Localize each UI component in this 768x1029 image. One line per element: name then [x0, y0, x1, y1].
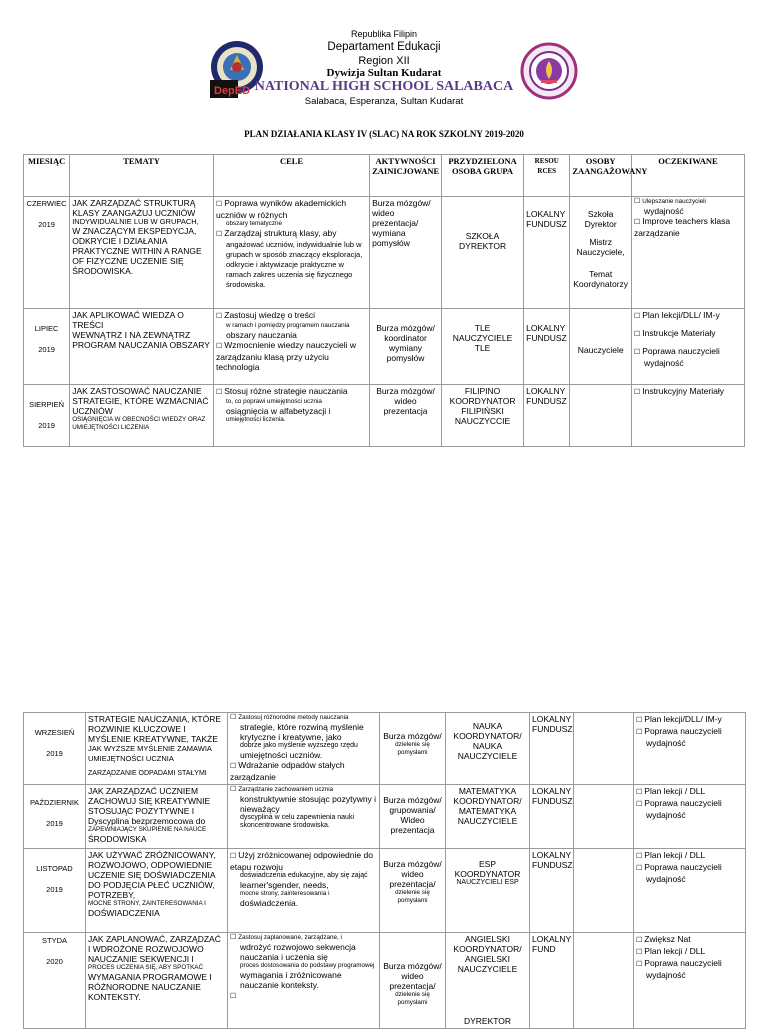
expected-text: ☐ Instrukcje Materiały: [634, 328, 742, 340]
goal-text: wdrożyć rozwojowo sekwencja nauczania i uczenia się: [240, 942, 356, 962]
goal-cell: [228, 713, 380, 785]
activity-text: Burza mózgów/ wideo prezentacja/: [383, 961, 442, 991]
activity-text: Burza mózgów/ wideo prezentacja/: [383, 859, 442, 889]
expected-cell: [631, 385, 744, 447]
persons-text: Temat Koordynatorzy: [573, 269, 629, 289]
goal-cell: [228, 785, 380, 849]
topic-text: PROCES UCZENIA SIĘ, ABY SPOTKAĆ: [88, 964, 204, 971]
goal-text: w ramach i pomiędzy programem nauczania: [225, 322, 350, 329]
table-row: [24, 309, 745, 385]
goal-text: ☐ Wzmocnienie wiedzy nauczycieli w zarządzaniu klasą przy użyciu technologia: [216, 340, 367, 372]
col-expected: OCZEKIWANE: [631, 155, 744, 197]
resources-cell: LOKALNY FUNDUSZ: [524, 309, 570, 385]
resources-cell: LOKALNY FUNDUSZ: [530, 849, 574, 933]
action-plan-table-continued: [23, 712, 746, 1029]
topic-cell: [86, 933, 228, 1029]
month-year: 2019: [38, 345, 55, 354]
month-name: SIERPIEŃ: [29, 400, 65, 409]
topic-text: OSIĄGNIĘCIA W OBECNOŚCI WIEDZY ORAZ UMIEJĘTNOŚCI LICZENIA: [72, 416, 206, 431]
activity-cell: [380, 933, 446, 1029]
activity-text: dzielenie się pomysłami: [395, 991, 430, 1006]
page-1: [0, 0, 768, 470]
topic-text: STRATEGIE NAUCZANIA, KTÓRE ROZWINIE KLUCZOWE I MYŚLENIE KREATYWNE, TAKŻE: [88, 714, 222, 744]
expected-cell: [634, 785, 746, 849]
expected-text: ☐ Plan lekcji / DLL: [636, 946, 743, 958]
expected-text: ☐ Ulepszanie nauczycieli: [634, 198, 742, 206]
topic-cell: [70, 385, 214, 447]
goal-text: to, co poprawi umiejętności ucznia: [225, 398, 322, 405]
expected-text: wydajność: [646, 738, 686, 748]
topic-text: ZARZĄDZANIE ODPADAMI STAŁYMI: [88, 770, 207, 777]
goal-text: ☐ Wdrażanie odpadów stałych zarządzanie: [230, 760, 377, 782]
goal-text: learner'sgender, needs,: [240, 880, 329, 890]
month-name: PAŹDZIERNIK: [29, 798, 80, 807]
assigned-text: DYREKTOR: [463, 1016, 512, 1026]
month-year: 2020: [46, 957, 63, 966]
topic-text: JAK ZASTOSOWAĆ NAUCZANIE STRATEGIE, KTÓRE WZMACNIAĆ UCZNIÓW: [72, 386, 209, 416]
resources-cell: LOKALNY FUNDUSZ: [530, 713, 574, 785]
activity-cell: [380, 849, 446, 933]
expected-text: ☐ Plan lekcji / DLL: [636, 850, 743, 862]
expected-text: ☐ Poprawa nauczycieli: [636, 958, 743, 970]
col-goals: CELE: [213, 155, 369, 197]
expected-cell: [634, 713, 746, 785]
month-name: WRZESIEŃ: [34, 728, 75, 737]
goal-text: strategie, które rozwiną myślenie krytyczne i kreatywne, jako: [240, 722, 364, 742]
persons-cell: [574, 713, 634, 785]
goal-text: ☐ Poprawa wyników akademickich uczniów w różnych: [216, 198, 367, 220]
school-address: Salabaca, Esperanza, Sultan Kudarat: [304, 96, 464, 107]
table-row: [24, 197, 745, 309]
topic-text: JAK ZAPLANOWAĆ, ZARZĄDZAĆ I WDROŻONE ROZWOJOWO NAUCZANIE SEKWENCJI I: [88, 934, 221, 964]
month-year: 2019: [38, 421, 55, 430]
month-cell: [24, 933, 86, 1029]
month-year: 2019: [46, 749, 63, 758]
goal-cell: [213, 197, 369, 309]
goal-text: dyscyplina w celu zapewnienia nauki skoncentrowane środowiska.: [240, 814, 355, 829]
assigned-cell: MATEMATYKA KOORDYNATOR/ MATEMATYKA NAUCZYCIELE: [446, 785, 530, 849]
topic-text: JAK ZARZĄDZAĆ STRUKTURĄ KLASY ZAANGAŻUJ UCZNIÓW: [72, 198, 196, 218]
month-name: LIPIEC: [34, 324, 59, 333]
topic-text: INDYWIDUALNIE LUB W GRUPACH,: [72, 217, 199, 226]
expected-cell: [631, 309, 744, 385]
goal-cell: [213, 309, 369, 385]
activity-text: dzielenie się pomysłami: [395, 741, 430, 756]
topic-cell: [70, 197, 214, 309]
col-persons: OSOBY ZAANGAŻOWANY: [570, 155, 632, 197]
topic-text: ŚRODOWISKA: [88, 834, 147, 844]
month-name: LISTOPAD: [36, 864, 73, 873]
department-line: Departament Edukacji: [327, 41, 441, 53]
assigned-cell: [446, 933, 530, 1029]
action-plan-table: [23, 154, 745, 447]
goal-text: obszary tematyczne: [225, 220, 282, 227]
table-row: [24, 713, 746, 785]
assigned-text: ANGIELSKI KOORDYNATOR/ ANGIELSKI NAUCZYCIELE: [453, 934, 522, 974]
month-cell: [24, 713, 86, 785]
expected-text: wydajność: [643, 358, 684, 368]
expected-text: ☐ Plan lekcji/DLL/ IM-y: [634, 310, 742, 322]
month-name: STYDA: [41, 936, 67, 945]
table-row: [24, 933, 746, 1029]
table-header-row: [24, 155, 745, 197]
plan-title: PLAN DZIAŁANIA KLASY IV (SLAC) NA ROK SZKOLNY 2019-2020: [244, 129, 524, 139]
table-row: [24, 785, 746, 849]
goal-text: ☐ Zarządzanie zachowaniem ucznia: [230, 786, 377, 794]
goal-text: mocne strony, zainteresowania i: [240, 890, 330, 897]
topic-text: ZAPEWNIAJĄCY SKUPIENIE NA NAUCE: [88, 826, 207, 833]
goal-text: umiejętności uczniów.: [240, 750, 323, 760]
division-line: Dywizja Sultan Kudarat: [326, 67, 442, 79]
goal-text: ☐ Zastosuj wiedzę o treści: [216, 310, 367, 322]
persons-cell: [574, 933, 634, 1029]
page-2: [0, 706, 768, 1024]
goal-cell: [228, 849, 380, 933]
persons-cell: [570, 197, 632, 309]
table-row: [24, 849, 746, 933]
goal-text: ☐ Zastosuj zaplanowane, zarządzane, i: [230, 934, 377, 942]
expected-text: ☐ Poprawa nauczycieli: [636, 862, 743, 874]
assigned-cell: NAUKA KOORDYNATOR/ NAUKA NAUCZYCIELE: [446, 713, 530, 785]
activity-cell: Burza mózgów/ wideo prezentacja/ wymiana pomysłów: [370, 197, 442, 309]
svg-text:DepED: DepED: [214, 85, 251, 97]
expected-text: ☐ Poprawa nauczycieli: [634, 346, 742, 358]
month-cell: [24, 385, 70, 447]
goal-text: proces dostosowania do podstawy programowej: [240, 962, 375, 969]
activity-cell: Burza mózgów/ grupowania/ Wideo prezentacja: [380, 785, 446, 849]
persons-text: Szkoła Dyrektor: [584, 209, 617, 229]
expected-text: ☐ Poprawa nauczycieli: [636, 798, 743, 810]
expected-text: ☐ Zwiększ Nat: [636, 934, 743, 946]
persons-text: Mistrz Nauczyciele,: [576, 237, 625, 257]
goal-bullet-empty: [230, 990, 377, 1002]
goal-text: dobrze jako myślenie wyższego rzędu: [240, 742, 358, 749]
month-cell: [24, 197, 70, 309]
topic-text: MOCNE STRONY, ZAINTERESOWANIA I: [88, 900, 206, 907]
month-year: 2019: [46, 819, 63, 828]
goal-text: doświadczenia.: [240, 898, 299, 908]
goal-text: wymagania i zróżnicowane nauczanie konteksty.: [240, 970, 342, 990]
expected-text: wydajność: [646, 970, 686, 980]
goal-text: ☐ Zarządzaj strukturą klasy, aby: [216, 228, 367, 240]
goal-text: angażować uczniów, indywidualnie lub w grupach w sposób znaczący eksploracja, odkrycie i aktywizacje praktyczne w ramach zakres uczenia się fizycznego środowiska.: [225, 240, 363, 289]
assigned-cell: FILIPINO KOORDYNATOR FILIPIŃSKI NAUCZYCCIE: [441, 385, 523, 447]
expected-cell: [634, 933, 746, 1029]
assigned-cell: TLE NAUCZYCIELE TLE: [441, 309, 523, 385]
assigned-text: ESP KOORDYNATOR: [454, 859, 521, 879]
col-resources: RESOU RCES: [524, 155, 570, 197]
assigned-cell: [446, 849, 530, 933]
activity-cell: Burza mózgów/ koordinator wymiany pomysłów: [370, 309, 442, 385]
col-month: MIESIĄC: [24, 155, 70, 197]
topic-text: Dyscyplina bezprzemocowa do: [88, 816, 206, 826]
topic-cell: [86, 785, 228, 849]
activity-text: dzielenie się pomysłami: [395, 889, 430, 904]
goal-text: ☐ Zastosuj różnorodne metody nauczania: [230, 714, 377, 722]
topic-text: JAK APLIKOWAĆ WIEDZA O TREŚCI: [72, 310, 184, 330]
assigned-cell: SZKOŁA DYREKTOR: [441, 197, 523, 309]
topic-text: JAK UŻYWAĆ ZRÓŻNICOWANY, ROZWOJOWO, ODPOWIEDNIE UCZENIE SIĘ DOŚWIADCZENIA DO PODJĘCIA PŁEĆ UCZNIÓW, POTRZEBY,: [88, 850, 216, 900]
goal-text: umiejętności liczenia.: [225, 416, 286, 423]
month-cell: [24, 849, 86, 933]
resources-cell: LOKALNY FUNDUSZ: [530, 785, 574, 849]
resources-cell: LOKALNY FUNDUSZ: [524, 197, 570, 309]
persons-cell: Nauczyciele: [570, 309, 632, 385]
goal-text: ☐ Stosuj różne strategie nauczania: [216, 386, 367, 398]
topic-cell: [86, 849, 228, 933]
activity-text: Burza mózgów/: [383, 731, 442, 741]
expected-text: ☐ Instrukcyjny Materiały: [634, 386, 742, 398]
topic-cell: [70, 309, 214, 385]
month-cell: [24, 309, 70, 385]
activity-cell: [380, 713, 446, 785]
republic-line: Republika Filipin: [350, 29, 418, 39]
topic-text: WYMAGANIA PROGRAMOWE I RÓŻNORODNE NAUCZANIE KONTEKSTY.: [88, 972, 212, 1002]
resources-cell: LOKALNY FUND: [530, 933, 574, 1029]
persons-cell: [574, 785, 634, 849]
activity-cell: Burza mózgów/ wideo prezentacja: [370, 385, 442, 447]
school-name: NATIONAL HIGH SCHOOL SALABACA: [254, 79, 514, 94]
col-assigned: PRZYDZIELONA OSOBA GRUPA: [441, 155, 523, 197]
region-line: Region XII: [358, 55, 410, 67]
goal-text: obszary nauczania: [225, 330, 297, 340]
resources-cell: LOKALNY FUNDUSZ: [524, 385, 570, 447]
goal-text: osiągnięcia w alfabetyzacji i: [225, 406, 331, 416]
goal-text: doświadczenia edukacyjne, aby się zająć: [240, 872, 368, 879]
expected-text: ☐ Plan lekcji / DLL: [636, 786, 743, 798]
goal-text: konstruktywnie stosując pozytywny i nieważący: [240, 794, 377, 814]
expected-cell: [631, 197, 744, 309]
topic-cell: [86, 713, 228, 785]
month-cell: [24, 785, 86, 849]
assigned-text: NAUCZYCIELI ESP: [456, 879, 519, 886]
topic-text: WEWNĄTRZ I NA ZEWNĄTRZ PROGRAM NAUCZANIA OBSZARY: [72, 330, 210, 350]
col-activities: AKTYWNOŚCI ZAINICJOWANE: [370, 155, 442, 197]
expected-text: wydajność: [646, 874, 686, 884]
expected-text: wydajność: [646, 810, 686, 820]
expected-text: ☐ Poprawa nauczycieli: [636, 726, 743, 738]
goal-cell: [213, 385, 369, 447]
persons-cell: [574, 849, 634, 933]
col-topics: TEMATY: [70, 155, 214, 197]
expected-text: wydajność: [643, 206, 684, 216]
month-name: CZERWIEC: [26, 199, 67, 208]
expected-text: ☐ Plan lekcji/DLL/ IM-y: [636, 714, 743, 726]
topic-text: W ZNACZĄCYM EKSPEDYCJA, ODKRYCIE I DZIAŁANIA PRAKTYCZNE WITHIN A RANGE OF FIZYCZNE UCZENIE SIĘ ŚRODOWISKA.: [72, 226, 202, 276]
topic-text: JAK WYŻSZE MYŚLENIE ZAMAWIA UMIEJĘTNOŚCI UCZNIA: [88, 744, 212, 763]
goal-text: ☐ Użyj zróżnicowanej odpowiednie do etapu rozwoju: [230, 850, 377, 872]
topic-text: DOŚWIADCZENIA: [88, 908, 160, 918]
expected-text: ☐ Improve teachers klasa zarządzanie: [634, 216, 742, 238]
expected-cell: [634, 849, 746, 933]
topic-text: JAK ZARZĄDZAĆ UCZNIEM ZACHOWUJ SIĘ KREATYWNIE STOSUJĄC POZYTYWNE I: [88, 786, 211, 816]
month-year: 2019: [46, 885, 63, 894]
persons-cell: [570, 385, 632, 447]
month-year: 2019: [38, 220, 55, 229]
goal-cell: [228, 933, 380, 1029]
table-row: [24, 385, 745, 447]
